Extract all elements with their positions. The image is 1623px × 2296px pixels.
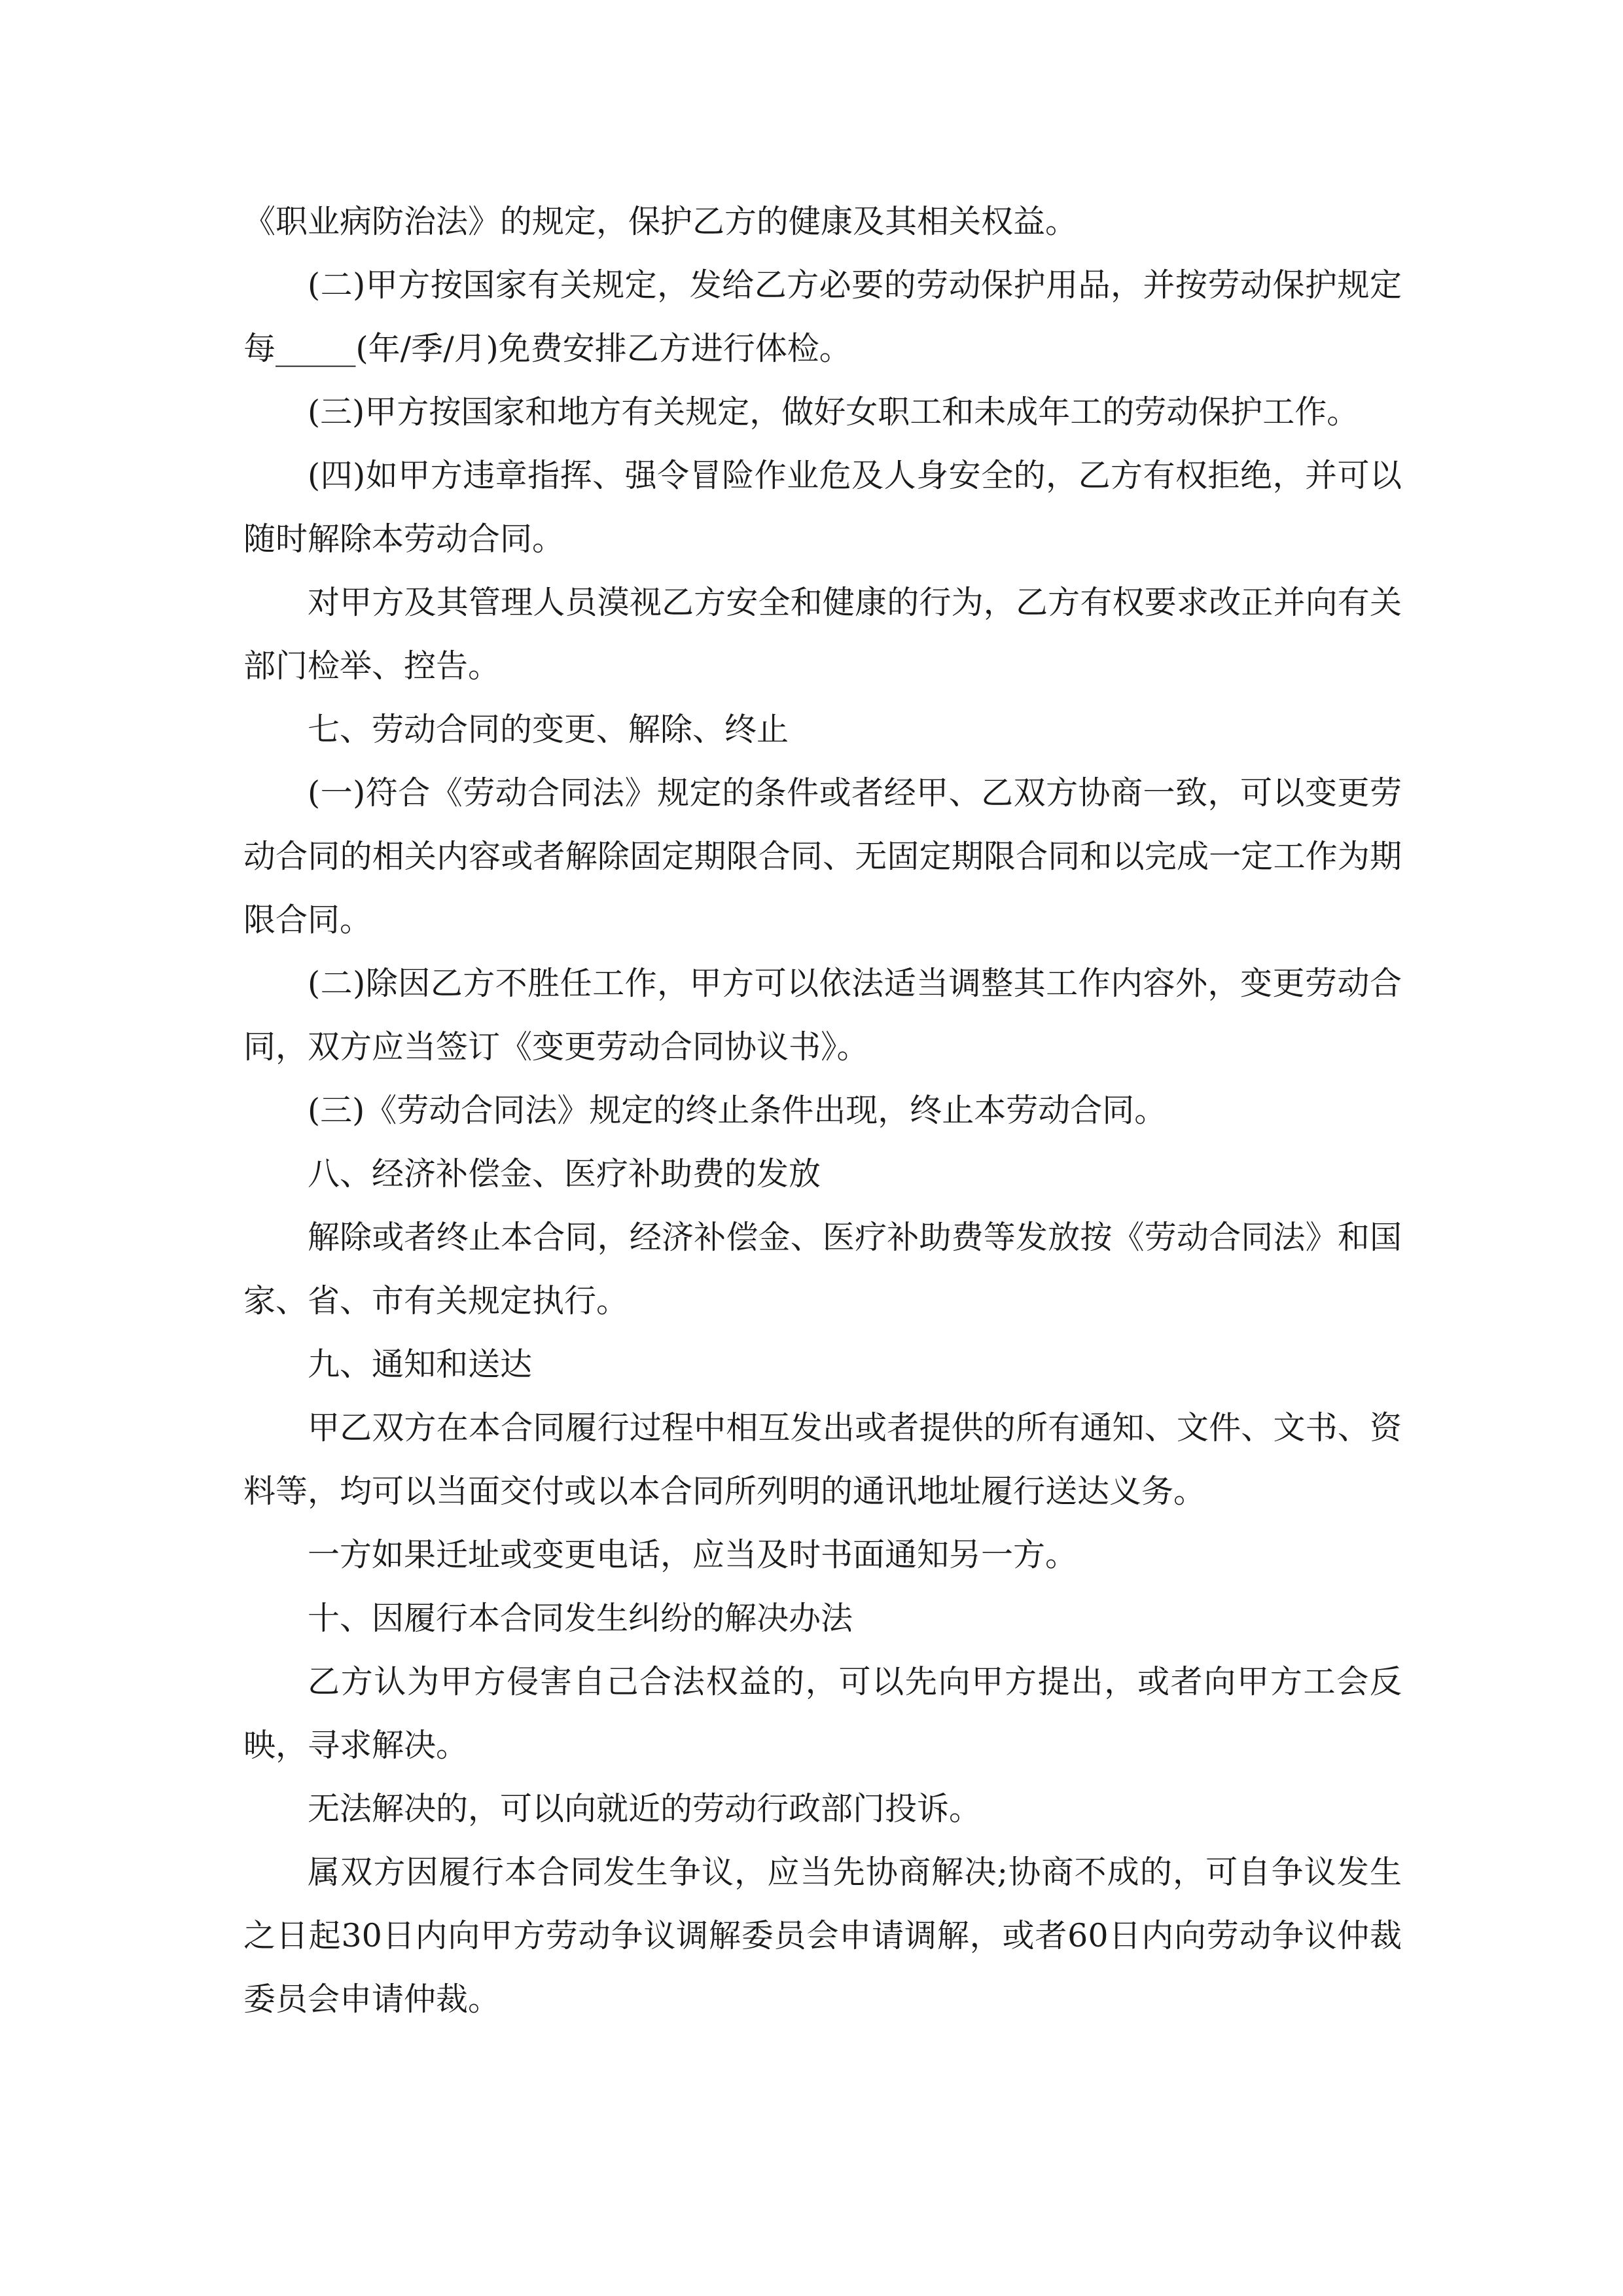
- paragraph-continuation: 《职业病防治法》的规定，保护乙方的健康及其相关权益。: [243, 203, 1078, 240]
- paragraph-clause-9-1: 甲乙双方在本合同履行过程中相互发出或者提供的所有通知、文件、文书、资料等，均可以当面交付或以本合同所列明的通讯地址履行送达义务。: [243, 1409, 1402, 1510]
- paragraph-clause-6-2: (二)甲方按国家有关规定，发给乙方必要的劳动保护用品，并按劳动保护规定每_____(年/季/月)免费安排乙方进行体检。: [243, 266, 1402, 367]
- section-heading-9: 九、通知和送达: [308, 1346, 533, 1383]
- paragraph-clause-10-1: 乙方认为甲方侵害自己合法权益的，可以先向甲方提出，或者向甲方工会反映，寻求解决。: [243, 1663, 1402, 1764]
- paragraph-clause-8: 解除或者终止本合同，经济补偿金、医疗补助费等发放按《劳动合同法》和国家、省、市有关规定执行。: [243, 1219, 1402, 1319]
- paragraph-clause-6-3: (三)甲方按国家和地方有关规定，做好女职工和未成年工的劳动保护工作。: [308, 393, 1359, 431]
- paragraph-clause-7-3: (三)《劳动合同法》规定的终止条件出现，终止本劳动合同。: [308, 1092, 1167, 1129]
- section-heading-7: 七、劳动合同的变更、解除、终止: [308, 711, 789, 748]
- paragraph-clause-9-2: 一方如果迁址或变更电话，应当及时书面通知另一方。: [308, 1536, 1078, 1573]
- paragraph-clause-6-4: (四)如甲方违章指挥、强令冒险作业危及人身安全的，乙方有权拒绝，并可以随时解除本劳动合同。: [243, 457, 1402, 558]
- document-body: [243, 190, 1402, 2031]
- paragraph-clause-6-note: 对甲方及其管理人员漠视乙方安全和健康的行为，乙方有权要求改正并向有关部门检举、控告。: [243, 584, 1402, 685]
- paragraph-clause-7-2: (二)除因乙方不胜任工作，甲方可以依法适当调整其工作内容外，变更劳动合同，双方应当签订《变更劳动合同协议书》。: [243, 965, 1402, 1066]
- paragraph-clause-10-3: 属双方因履行本合同发生争议，应当先协商解决;协商不成的，可自争议发生之日起30日内向甲方劳动争议调解委员会申请调解，或者60日内向劳动争议仲裁委员会申请仲裁。: [243, 1854, 1402, 2018]
- section-heading-10: 十、因履行本合同发生纠纷的解决办法: [308, 1600, 853, 1637]
- paragraph-clause-10-2: 无法解决的，可以向就近的劳动行政部门投诉。: [308, 1790, 982, 1827]
- paragraph-clause-7-1: (一)符合《劳动合同法》规定的条件或者经甲、乙双方协商一致，可以变更劳动合同的相关内容或者解除固定期限合同、无固定期限合同和以完成一定工作为期限合同。: [243, 774, 1402, 939]
- section-heading-8: 八、经济补偿金、医疗补助费的发放: [308, 1155, 821, 1193]
